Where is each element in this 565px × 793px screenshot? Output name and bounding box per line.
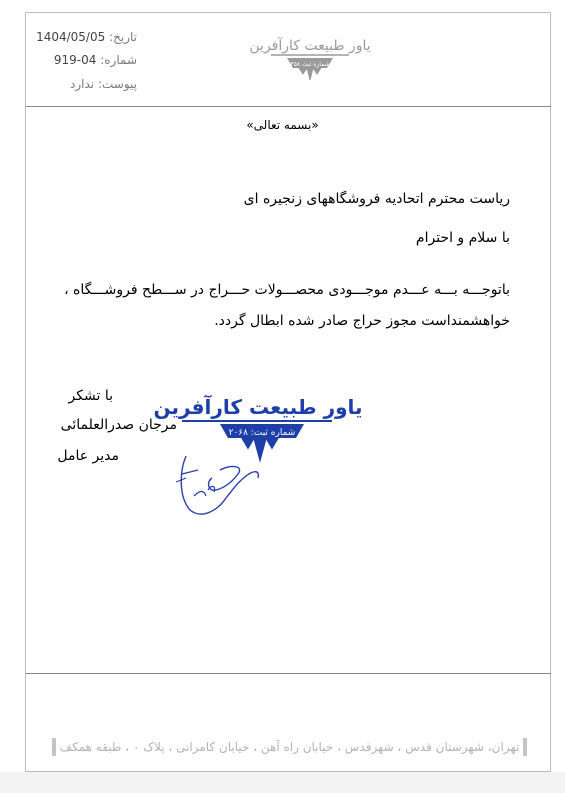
- header-divider: [26, 106, 551, 107]
- company-stamp: [153, 378, 363, 528]
- invocation: «بسمه تعالی»: [246, 118, 319, 132]
- page-bottom-margin: [0, 772, 565, 793]
- stamp-name: یاور طبیعت کارآفرین: [153, 395, 363, 419]
- attachment-line: [70, 77, 137, 91]
- logo-reg: شماره ثبت ۴۵۸: [290, 61, 330, 68]
- stamp-graphic: [153, 378, 363, 528]
- recipient-line: ریاست محترم اتحادیه فروشگاههای زنجیره ای: [243, 191, 510, 207]
- date-line: [36, 30, 137, 44]
- number-line: [54, 53, 137, 67]
- date-label: تاریخ:: [109, 30, 137, 44]
- signer-name: مرجان صدرالعلمائی: [60, 417, 177, 433]
- attachment-value: ندارد: [70, 77, 95, 91]
- footer-address: تهران، شهرستان قدس ، شهرقدس ، خیابان راه آهن ، خیابان کامرانی ، پلاک ۰ ، طبقه همکف: [52, 738, 527, 756]
- logo-graphic: [249, 28, 371, 84]
- signer-title: مدیر عامل: [57, 448, 119, 464]
- logo-text: یاور طبیعت کارآفرین: [249, 38, 371, 54]
- number-label: شماره:: [100, 53, 137, 67]
- handwritten-signature: [176, 456, 258, 514]
- body-line-1: باتوجـــه بـــه عـــدم موجـــودی محصـــولات حـــراج در ســـطح فروشـــگاه ،: [64, 282, 510, 298]
- company-logo: [249, 28, 371, 84]
- number-value: 919-04: [53, 53, 97, 67]
- closing-line: با تشکر: [68, 388, 113, 404]
- attachment-label: پیوست:: [97, 77, 137, 91]
- footer-divider: [26, 673, 551, 674]
- stamp-reg: شماره ثبت: ۲۰۶۸: [228, 428, 296, 438]
- greeting-line: با سلام و احترام: [415, 230, 510, 246]
- date-value: 1404/05/05: [36, 30, 106, 44]
- body-line-2: خواهشمنداست مجوز حراج صادر شده ابطال گردد.: [214, 313, 510, 329]
